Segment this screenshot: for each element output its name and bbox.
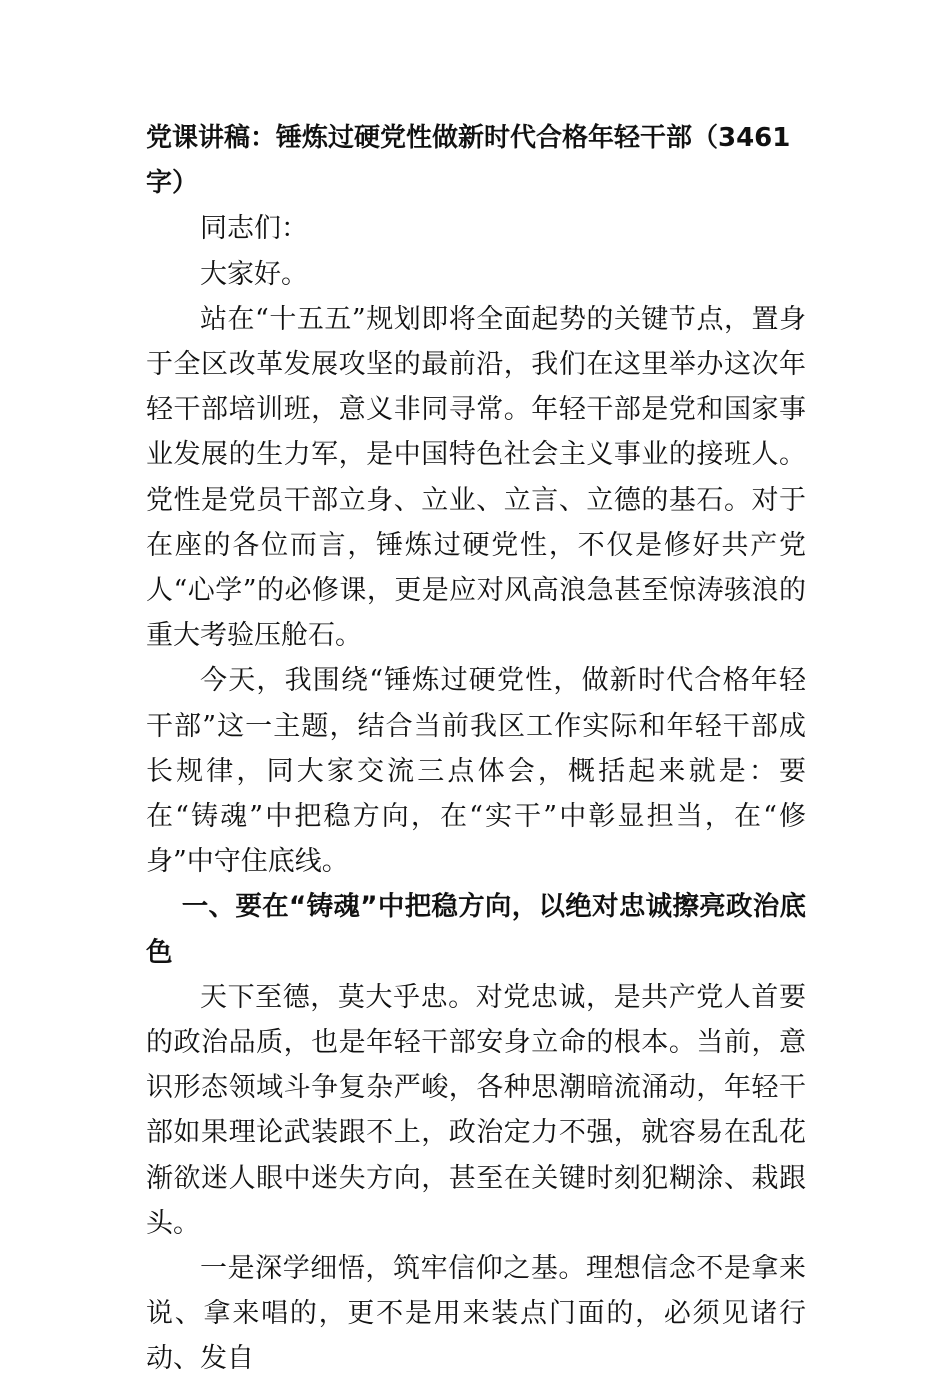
section1-paragraph-1: 天下至德，莫大乎忠。对党忠诚，是共产党人首要的政治品质，也是年轻干部安身立命的根本。当前，意识形态领域斗争复杂严峻，各种思潮暗流涌动，年轻干部如果理论武装跟不上，政治定力不强，就容易在乱花渐欲迷人眼中迷失方向，甚至在关键时刻犯糊涂、栽跟头。 — [146, 981, 806, 1239]
salutation: 同志们： — [200, 213, 308, 245]
greeting: 大家好。 — [200, 258, 308, 290]
section1-paragraph-2: 一是深学细悟，筑牢信仰之基。理想信念不是拿来说、拿来唱的，更不是用来装点门面的，必须见诸行动、发自 — [146, 1253, 806, 1375]
section-heading-1: 一、要在“铸魂”中把稳方向，以绝对忠诚擦亮政治底色 — [146, 891, 806, 968]
theme-paragraph: 今天，我围绕“锤炼过硬党性，做新时代合格年轻干部”这一主题，结合当前我区工作实际和年轻干部成长规律，同大家交流三点体会，概括起来就是：要在“铸魂”中把稳方向，在“实干”中彰显担当，在“修身”中守住底线。 — [146, 665, 806, 878]
document-title: 党课讲稿：锤炼过硬党性做新时代合格年轻干部（3461字） — [146, 123, 791, 199]
intro-paragraph: 站在“十五五”规划即将全面起势的关键节点，置身于全区改革发展攻坚的最前沿，我们在这里举办这次年轻干部培训班，意义非同寻常。年轻干部是党和国家事业发展的生力军，是中国特色社会主义事业的接班人。党性是党员干部立身、立业、立言、立德的基石。对于在座的各位而言，锤炼过硬党性，不仅是修好共产党人“心学”的必修课，更是应对风高浪急甚至惊涛骇浪的重大考验压舱石。 — [146, 303, 806, 652]
document-body — [146, 116, 806, 1382]
